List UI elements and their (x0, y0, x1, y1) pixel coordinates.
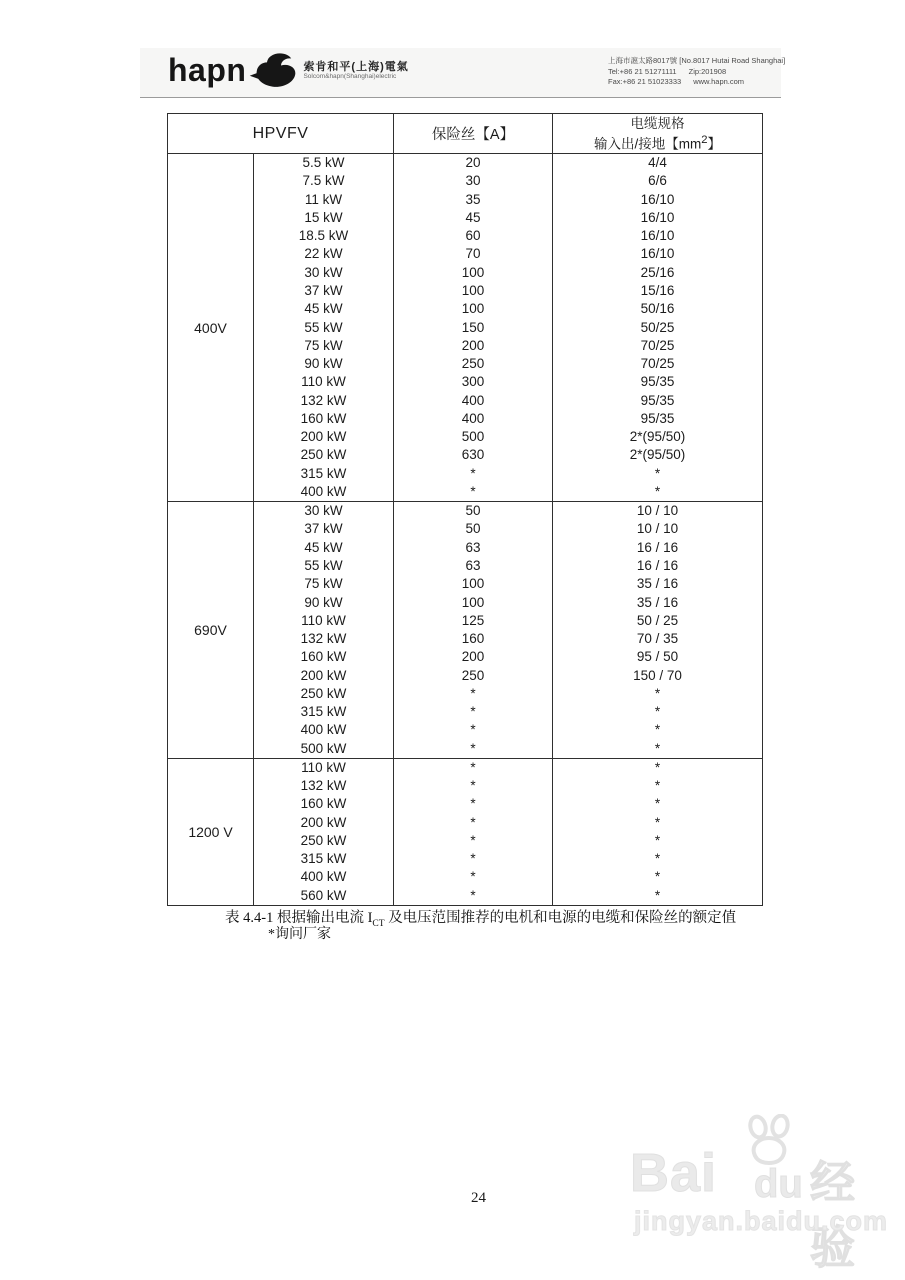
cable-cell: 95/35 (553, 391, 763, 409)
cable-cell: * (553, 832, 763, 850)
table-row (168, 777, 763, 795)
power-cell: 160 kW (254, 795, 394, 813)
table-row (168, 648, 763, 666)
cable-cell: 16/10 (553, 191, 763, 209)
cable-cell: 70/25 (553, 355, 763, 373)
brand-block (168, 52, 409, 94)
table-row (168, 721, 763, 739)
company-name-cn: 索肯和平(上海)電氣 (303, 61, 409, 73)
table-row (168, 154, 763, 173)
power-cell: 560 kW (254, 887, 394, 906)
cable-cell: * (553, 850, 763, 868)
fuse-cell: 300 (394, 373, 553, 391)
fuse-cell: * (394, 887, 553, 906)
table-row (168, 300, 763, 318)
fuse-cell: 100 (394, 593, 553, 611)
caption-subscript: CT (372, 918, 385, 929)
letterhead (140, 48, 786, 98)
table-row (168, 373, 763, 391)
zip-text: Zip:201908 (688, 66, 727, 76)
fuse-cell: * (394, 465, 553, 483)
fuse-cell: 500 (394, 428, 553, 446)
fuse-cell: 400 (394, 391, 553, 409)
table-row (168, 483, 763, 502)
cable-cell: * (553, 685, 763, 703)
fuse-cell: 630 (394, 446, 553, 464)
power-cell: 132 kW (254, 777, 394, 795)
dove-logo-icon (248, 53, 300, 94)
cable-cell: * (553, 814, 763, 832)
power-cell: 22 kW (254, 245, 394, 263)
power-cell: 200 kW (254, 814, 394, 832)
cable-cell: * (553, 795, 763, 813)
fuse-cell: * (394, 721, 553, 739)
cable-cell: 2*(95/50) (553, 446, 763, 464)
fuse-cell: * (394, 814, 553, 832)
brand-logo-text: hapn (168, 52, 247, 88)
cable-cell: * (553, 887, 763, 906)
fax-text: Fax:+86 21 51023333 (608, 77, 682, 86)
power-cell: 15 kW (254, 209, 394, 227)
cable-cell: 95/35 (553, 373, 763, 391)
cable-cell: 16/10 (553, 245, 763, 263)
fuse-cell: * (394, 868, 553, 886)
fuse-cell: 160 (394, 630, 553, 648)
power-cell: 400 kW (254, 483, 394, 502)
fuse-cell: * (394, 703, 553, 721)
voltage-cell: 400V (168, 154, 254, 502)
table-row (168, 612, 763, 630)
cable-cell: * (553, 703, 763, 721)
table-row (168, 227, 763, 245)
table-row (168, 887, 763, 906)
power-cell: 90 kW (254, 355, 394, 373)
cable-cell: * (553, 868, 763, 886)
fuse-cell: 63 (394, 557, 553, 575)
cable-cell: 35 / 16 (553, 593, 763, 611)
fuse-cell: * (394, 758, 553, 777)
power-cell: 400 kW (254, 721, 394, 739)
column-header-cable (553, 114, 763, 154)
fuse-cell: 125 (394, 612, 553, 630)
cable-header-line1: 电缆规格 (630, 115, 685, 131)
cable-cell: 70/25 (553, 337, 763, 355)
table-row (168, 832, 763, 850)
power-cell: 110 kW (254, 758, 394, 777)
table-row (168, 465, 763, 483)
table-row (168, 446, 763, 464)
power-cell: 160 kW (254, 410, 394, 428)
cable-cell: 4/4 (553, 154, 763, 173)
table-row (168, 575, 763, 593)
table-row (168, 850, 763, 868)
fuse-cell: * (394, 795, 553, 813)
cable-cell: 35 / 16 (553, 575, 763, 593)
power-cell: 250 kW (254, 832, 394, 850)
table-row (168, 685, 763, 703)
table-row (168, 520, 763, 538)
cable-cell: * (553, 740, 763, 759)
watermark-du-text: du (754, 1162, 803, 1206)
fuse-cell: * (394, 685, 553, 703)
power-cell: 75 kW (254, 337, 394, 355)
contact-block (608, 56, 785, 88)
column-header-hpvfv: HPVFV (168, 114, 394, 154)
cable-cell: 50/25 (553, 318, 763, 336)
power-cell: 7.5 kW (254, 172, 394, 190)
fuse-cell: * (394, 483, 553, 502)
power-cell: 250 kW (254, 446, 394, 464)
fuse-cell: 100 (394, 264, 553, 282)
power-cell: 400 kW (254, 868, 394, 886)
power-cell: 132 kW (254, 391, 394, 409)
brand-names (303, 61, 408, 81)
power-cell: 75 kW (254, 575, 394, 593)
fuse-cell: 63 (394, 539, 553, 557)
caption-pre: 表 4.4-1 根据输出电流 I (225, 910, 373, 926)
fuse-cell: 100 (394, 300, 553, 318)
power-cell: 110 kW (254, 373, 394, 391)
table-row (168, 391, 763, 409)
table-row (168, 172, 763, 190)
fuse-cell: 400 (394, 410, 553, 428)
cable-cell: * (553, 758, 763, 777)
table-row (168, 814, 763, 832)
power-cell: 315 kW (254, 465, 394, 483)
power-cell: 200 kW (254, 666, 394, 684)
table-row (168, 337, 763, 355)
power-cell: 37 kW (254, 520, 394, 538)
power-cell: 90 kW (254, 593, 394, 611)
cable-cell: 150 / 70 (553, 666, 763, 684)
fuse-cell: 200 (394, 337, 553, 355)
table-row (168, 282, 763, 300)
table-row (168, 428, 763, 446)
cable-cell: 95/35 (553, 410, 763, 428)
power-cell: 45 kW (254, 300, 394, 318)
website-text: www.hapn.com (693, 77, 745, 86)
voltage-cell: 690V (168, 502, 254, 759)
fuse-cell: 100 (394, 575, 553, 593)
fuse-cell: 70 (394, 245, 553, 263)
table-row (168, 593, 763, 611)
watermark-url: jingyan.baidu.com (633, 1206, 889, 1236)
table-row (168, 539, 763, 557)
tel-zip-line (608, 67, 785, 78)
fuse-cell: * (394, 777, 553, 795)
fuse-cell: 250 (394, 355, 553, 373)
power-cell: 132 kW (254, 630, 394, 648)
cable-cell: 2*(95/50) (553, 428, 763, 446)
cable-cell: 16 / 16 (553, 539, 763, 557)
power-cell: 30 kW (254, 264, 394, 282)
table-row (168, 557, 763, 575)
fuse-cell: 150 (394, 318, 553, 336)
table-row (168, 410, 763, 428)
fuse-cell: 250 (394, 666, 553, 684)
cable-cell: 16/10 (553, 227, 763, 245)
power-cell: 315 kW (254, 703, 394, 721)
power-cell: 315 kW (254, 850, 394, 868)
fuse-cell: * (394, 740, 553, 759)
column-header-fuse: 保险丝【A】 (394, 114, 553, 154)
page-number: 24 (471, 1190, 486, 1206)
power-cell: 5.5 kW (254, 154, 394, 173)
cable-cell: 10 / 10 (553, 520, 763, 538)
power-cell: 110 kW (254, 612, 394, 630)
power-cell: 250 kW (254, 685, 394, 703)
fuse-cell: 30 (394, 172, 553, 190)
cable-cell: * (553, 483, 763, 502)
power-cell: 55 kW (254, 318, 394, 336)
cable-cell: 70 / 35 (553, 630, 763, 648)
table-row (168, 740, 763, 759)
power-cell: 30 kW (254, 502, 394, 521)
table-row (168, 703, 763, 721)
table-row (168, 868, 763, 886)
cable-cell: 50/16 (553, 300, 763, 318)
fuse-cell: 45 (394, 209, 553, 227)
power-cell: 55 kW (254, 557, 394, 575)
table-row (168, 191, 763, 209)
power-cell: 11 kW (254, 191, 394, 209)
power-cell: 200 kW (254, 428, 394, 446)
cable-cell: * (553, 777, 763, 795)
power-cell: 160 kW (254, 648, 394, 666)
fuse-cell: * (394, 832, 553, 850)
table-row (168, 630, 763, 648)
baidu-watermark (630, 1118, 892, 1273)
address-line: 上海市滬太路8017號 [No.8017 Hutai Road Shanghai] (608, 56, 786, 65)
power-cell: 37 kW (254, 282, 394, 300)
table-row (168, 758, 763, 777)
table-row (168, 209, 763, 227)
table-row (168, 264, 763, 282)
company-name-en: Solcom&hapn(Shanghai)electric (303, 73, 397, 80)
cable-cell: * (553, 721, 763, 739)
cable-cell: * (553, 465, 763, 483)
table-row (168, 355, 763, 373)
cable-cell: 50 / 25 (553, 612, 763, 630)
cable-cell: 15/16 (553, 282, 763, 300)
table-row (168, 502, 763, 521)
fuse-cell: 20 (394, 154, 553, 173)
power-cell: 500 kW (254, 740, 394, 759)
power-cell: 18.5 kW (254, 227, 394, 245)
caption-post: 及电压范围推荐的电机和电源的电缆和保险丝的额定值 (384, 910, 737, 926)
power-cell: 45 kW (254, 539, 394, 557)
fax-web-line (608, 77, 785, 88)
cable-cell: 6/6 (553, 172, 763, 190)
fuse-cell: 35 (394, 191, 553, 209)
fuse-cell: * (394, 850, 553, 868)
fuse-cell: 50 (394, 520, 553, 538)
fuse-cell: 200 (394, 648, 553, 666)
table-footnote: *询问厂家 (268, 927, 331, 942)
voltage-cell: 1200 V (168, 758, 254, 905)
cable-cell: 16/10 (553, 209, 763, 227)
cable-cell: 95 / 50 (553, 648, 763, 666)
tel-text: Tel:+86 21 51271111 (608, 66, 677, 76)
table-row (168, 318, 763, 336)
cable-cell: 25/16 (553, 264, 763, 282)
table-header-row (168, 114, 763, 154)
spec-table (167, 113, 763, 906)
fuse-cell: 100 (394, 282, 553, 300)
table-row (168, 666, 763, 684)
fuse-cell: 60 (394, 227, 553, 245)
table-row (168, 245, 763, 263)
cable-header-line2: 输入出/接地【$mm^2$】 (593, 133, 721, 152)
fuse-cell: 50 (394, 502, 553, 521)
table-row (168, 795, 763, 813)
watermark-jingyan-text: 经验 (810, 1157, 859, 1273)
watermark-bai-text: Bai (630, 1143, 718, 1203)
cable-cell: 10 / 10 (553, 502, 763, 521)
cable-cell: 16 / 16 (553, 557, 763, 575)
